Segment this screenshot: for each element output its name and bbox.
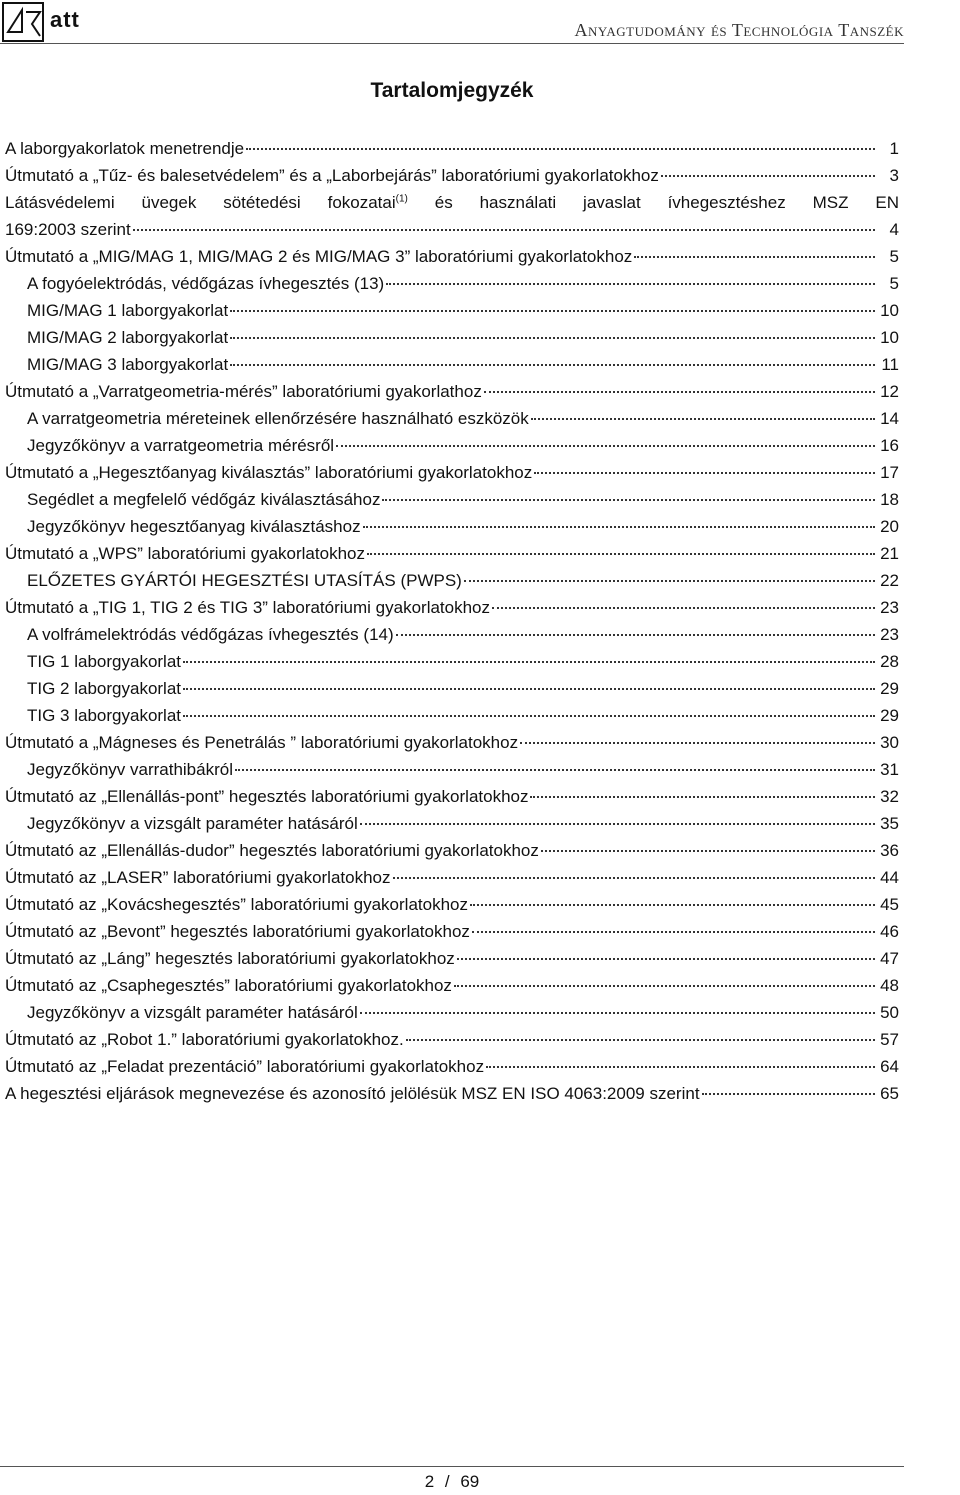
toc-entry-page: 16 xyxy=(880,436,899,455)
toc-entry-title-part: és használati javaslat ívhegesztéshez MSZ EN xyxy=(407,193,899,212)
toc-entry-title: A volfrámelektródás védőgázas ívhegesztés (14) xyxy=(27,625,394,644)
dot-leader xyxy=(661,175,875,177)
toc-entry-page: 48 xyxy=(880,976,899,995)
toc-entry-page: 4 xyxy=(889,220,899,239)
toc-entry-title-line1 xyxy=(5,189,899,216)
dot-leader xyxy=(230,337,875,339)
toc-entry-page: 20 xyxy=(880,517,899,536)
toc-entry-title: Jegyzőkönyv hegesztőanyag kiválasztáshoz xyxy=(27,517,361,536)
dot-leader xyxy=(360,1012,875,1014)
dot-leader xyxy=(492,607,875,609)
toc-entry-title: Segédlet a megfelelő védőgáz kiválasztásához xyxy=(27,490,381,509)
toc-entry[interactable] xyxy=(5,702,899,729)
toc-entry-title: TIG 1 laborgyakorlat xyxy=(27,652,182,671)
dot-leader xyxy=(541,850,875,852)
toc-entry-title: Útmutató az „LASER” laboratóriumi gyakorlatokhoz xyxy=(5,868,391,887)
dot-leader xyxy=(382,499,875,501)
toc-entry-title: TIG 2 laborgyakorlat xyxy=(27,679,182,698)
toc-entry[interactable] xyxy=(5,783,899,810)
toc-entry-page: 29 xyxy=(880,706,899,725)
toc-entry[interactable] xyxy=(5,243,899,270)
footer-divider xyxy=(0,1466,904,1467)
dot-leader xyxy=(531,418,875,420)
toc-entry-title: 169:2003 szerint xyxy=(5,220,131,239)
toc-entry-title: Útmutató az „Láng” hegesztés laboratóriumi gyakorlatokhoz xyxy=(5,949,455,968)
toc-entry[interactable] xyxy=(5,432,899,459)
toc-entry[interactable] xyxy=(5,648,899,675)
dot-leader xyxy=(472,931,875,933)
toc-entry-page: 45 xyxy=(880,895,899,914)
page-header xyxy=(0,0,904,44)
dot-leader xyxy=(230,310,875,312)
toc-entry-page: 23 xyxy=(880,598,899,617)
toc-entry-page: 21 xyxy=(880,544,899,563)
toc-entry-title: MIG/MAG 1 laborgyakorlat xyxy=(27,301,229,320)
dot-leader xyxy=(230,364,875,366)
toc-entry[interactable] xyxy=(5,675,899,702)
toc-entry[interactable] xyxy=(5,567,899,594)
toc-entry[interactable] xyxy=(5,513,899,540)
toc-entry-page: 14 xyxy=(880,409,899,428)
toc-entry-page: 23 xyxy=(880,625,899,644)
toc-entry-page: 32 xyxy=(880,787,899,806)
toc-entry[interactable] xyxy=(5,999,899,1026)
toc-entry-page: 46 xyxy=(880,922,899,941)
toc-entry-title: A hegesztési eljárások megnevezése és azonosító jelölésük MSZ EN ISO 4063:2009 szerint xyxy=(5,1084,700,1103)
toc-entry[interactable] xyxy=(5,297,899,324)
toc-entry[interactable] xyxy=(5,189,899,243)
toc-entry-page: 18 xyxy=(880,490,899,509)
toc-entry[interactable] xyxy=(5,594,899,621)
att-logo xyxy=(2,2,94,42)
toc-entry-title: MIG/MAG 3 laborgyakorlat xyxy=(27,355,229,374)
toc-entry[interactable] xyxy=(5,351,899,378)
toc-entry-title: MIG/MAG 2 laborgyakorlat xyxy=(27,328,229,347)
dot-leader xyxy=(634,256,875,258)
footnote-ref: (1) xyxy=(395,193,408,205)
toc-entry[interactable] xyxy=(5,1026,899,1053)
toc-entry[interactable] xyxy=(5,891,899,918)
toc-entry-page: 10 xyxy=(880,301,899,320)
toc-entry[interactable] xyxy=(5,864,899,891)
toc-entry-page: 17 xyxy=(880,463,899,482)
dot-leader xyxy=(484,391,875,393)
toc-entry-title: Útmutató az „Feladat prezentáció” laboratóriumi gyakorlatokhoz xyxy=(5,1057,485,1076)
toc-entry-title: Útmutató a „WPS” laboratóriumi gyakorlatokhoz xyxy=(5,544,365,563)
toc-entry[interactable] xyxy=(5,1053,899,1080)
dot-leader xyxy=(386,283,875,285)
toc-entry[interactable] xyxy=(5,729,899,756)
toc-entry[interactable] xyxy=(5,945,899,972)
dot-leader xyxy=(520,742,875,744)
toc-entry[interactable] xyxy=(5,270,899,297)
toc-entry-page: 5 xyxy=(889,274,899,293)
dot-leader xyxy=(246,148,875,150)
toc-entry-title: TIG 3 laborgyakorlat xyxy=(27,706,182,725)
toc-entry[interactable] xyxy=(5,378,899,405)
toc-entry-title: Útmutató a „Tűz- és balesetvédelem” és a „Laborbejárás” laboratóriumi gyakorlatokhoz xyxy=(5,166,659,185)
dot-leader xyxy=(133,229,875,231)
toc-entry-title: Jegyzőkönyv a vizsgált paraméter hatásáról xyxy=(27,814,358,833)
toc-entry-page: 36 xyxy=(880,841,899,860)
dot-leader xyxy=(183,688,875,690)
dot-leader xyxy=(183,715,875,717)
toc-entry-title-part: Látásvédelemi üvegek sötétedési fokozatai xyxy=(5,193,396,212)
toc-entry-title: Útmutató az „Bevont” hegesztés laboratóriumi gyakorlatokhoz xyxy=(5,922,470,941)
toc-entry-page: 30 xyxy=(880,733,899,752)
toc-entry-title: ELŐZETES GYÁRTÓI HEGESZTÉSI UTASÍTÁS (PWPS) xyxy=(27,571,462,590)
toc-entry-title: A fogyóelektródás, védőgázas ívhegesztés (13) xyxy=(27,274,385,293)
dot-leader xyxy=(486,1066,875,1068)
toc-entry-page: 5 xyxy=(889,247,899,266)
toc-entry-page: 11 xyxy=(881,355,899,374)
dot-leader xyxy=(534,472,875,474)
toc-entry-page: 31 xyxy=(880,760,899,779)
toc-entry-page: 12 xyxy=(880,382,899,401)
toc-entry-title: Útmutató a „Hegesztőanyag kiválasztás” laboratóriumi gyakorlatokhoz xyxy=(5,463,533,482)
toc-entry-page: 1 xyxy=(889,139,899,158)
toc-entry[interactable] xyxy=(5,1080,899,1107)
dot-leader xyxy=(457,958,875,960)
dot-leader xyxy=(363,526,875,528)
toc-entry-title: Útmutató az „Csaphegesztés” laboratóriumi gyakorlatokhoz xyxy=(5,976,452,995)
dot-leader xyxy=(183,661,875,663)
toc-entry-page: 44 xyxy=(880,868,899,887)
toc-entry-title: Jegyzőkönyv a vizsgált paraméter hatásáról xyxy=(27,1003,358,1022)
toc-entry[interactable] xyxy=(5,162,899,189)
toc-entry-page: 35 xyxy=(880,814,899,833)
toc-entry-page: 64 xyxy=(880,1057,899,1076)
toc-entry-page: 10 xyxy=(880,328,899,347)
header-divider xyxy=(0,43,904,44)
toc-entry-page: 22 xyxy=(880,571,899,590)
dot-leader xyxy=(470,904,875,906)
toc-entry[interactable] xyxy=(5,486,899,513)
toc-entry-page: 29 xyxy=(880,679,899,698)
toc-entry-title: Útmutató a „TIG 1, TIG 2 és TIG 3” laboratóriumi gyakorlatokhoz xyxy=(5,598,491,617)
dot-leader xyxy=(393,877,876,879)
dot-leader xyxy=(235,769,875,771)
table-of-contents xyxy=(5,135,899,1107)
toc-entry-title-line2 xyxy=(5,216,899,243)
toc-entry[interactable] xyxy=(5,135,899,162)
toc-entry-title: Útmutató az „Ellenállás-pont” hegesztés laboratóriumi gyakorlatokhoz xyxy=(5,787,529,806)
dot-leader xyxy=(454,985,875,987)
toc-entry-page: 50 xyxy=(880,1003,899,1022)
att-logo-icon xyxy=(2,2,94,42)
department-title: Anyagtudomány és Technológia Tanszék xyxy=(574,20,904,40)
toc-entry-page: 3 xyxy=(889,166,899,185)
toc-entry[interactable] xyxy=(5,918,899,945)
dot-leader xyxy=(406,1039,875,1041)
toc-entry-title: Útmutató a „Varratgeometria-mérés” laboratóriumi gyakorlathoz xyxy=(5,382,482,401)
toc-entry-title: Útmutató a „MIG/MAG 1, MIG/MAG 2 és MIG/MAG 3” laboratóriumi gyakorlatokhoz xyxy=(5,247,633,266)
toc-title: Tartalomjegyzék xyxy=(370,79,534,102)
toc-entry-title: Jegyzőkönyv varrathibákról xyxy=(27,760,233,779)
dot-leader xyxy=(464,580,875,582)
dot-leader xyxy=(367,553,875,555)
dot-leader xyxy=(360,823,875,825)
page-number: 2 / 69 xyxy=(424,1472,480,1491)
toc-entry[interactable] xyxy=(5,972,899,999)
toc-entry[interactable] xyxy=(5,459,899,486)
dot-leader xyxy=(396,634,875,636)
toc-entry-page: 47 xyxy=(880,949,899,968)
toc-entry-page: 57 xyxy=(880,1030,899,1049)
toc-entry[interactable] xyxy=(5,837,899,864)
toc-entry-title: Útmutató az „Ellenállás-dudor” hegesztés laboratóriumi gyakorlatokhoz xyxy=(5,841,539,860)
toc-entry[interactable] xyxy=(5,405,899,432)
toc-entry[interactable] xyxy=(5,621,899,648)
toc-entry-title: Útmutató az „Robot 1.” laboratóriumi gyakorlatokhoz. xyxy=(5,1030,404,1049)
dot-leader xyxy=(530,796,875,798)
dot-leader xyxy=(336,445,875,447)
toc-entry-title: Útmutató az „Kovácshegesztés” laboratóriumi gyakorlatokhoz xyxy=(5,895,468,914)
toc-entry[interactable] xyxy=(5,540,899,567)
logo-text: att xyxy=(50,7,80,32)
toc-entry-page: 65 xyxy=(880,1084,899,1103)
toc-entry-title: A varratgeometria méreteinek ellenőrzésére használható eszközök xyxy=(27,409,529,428)
toc-entry[interactable] xyxy=(5,810,899,837)
toc-entry-title: Útmutató a „Mágneses és Penetrálás ” laboratóriumi gyakorlatokhoz xyxy=(5,733,519,752)
toc-entry-title: A laborgyakorlatok menetrendje xyxy=(5,139,245,158)
toc-entry-title: Jegyzőkönyv a varratgeometria mérésről xyxy=(27,436,335,455)
dot-leader xyxy=(702,1093,875,1095)
toc-entry-page: 28 xyxy=(880,652,899,671)
toc-entry[interactable] xyxy=(5,324,899,351)
toc-entry[interactable] xyxy=(5,756,899,783)
